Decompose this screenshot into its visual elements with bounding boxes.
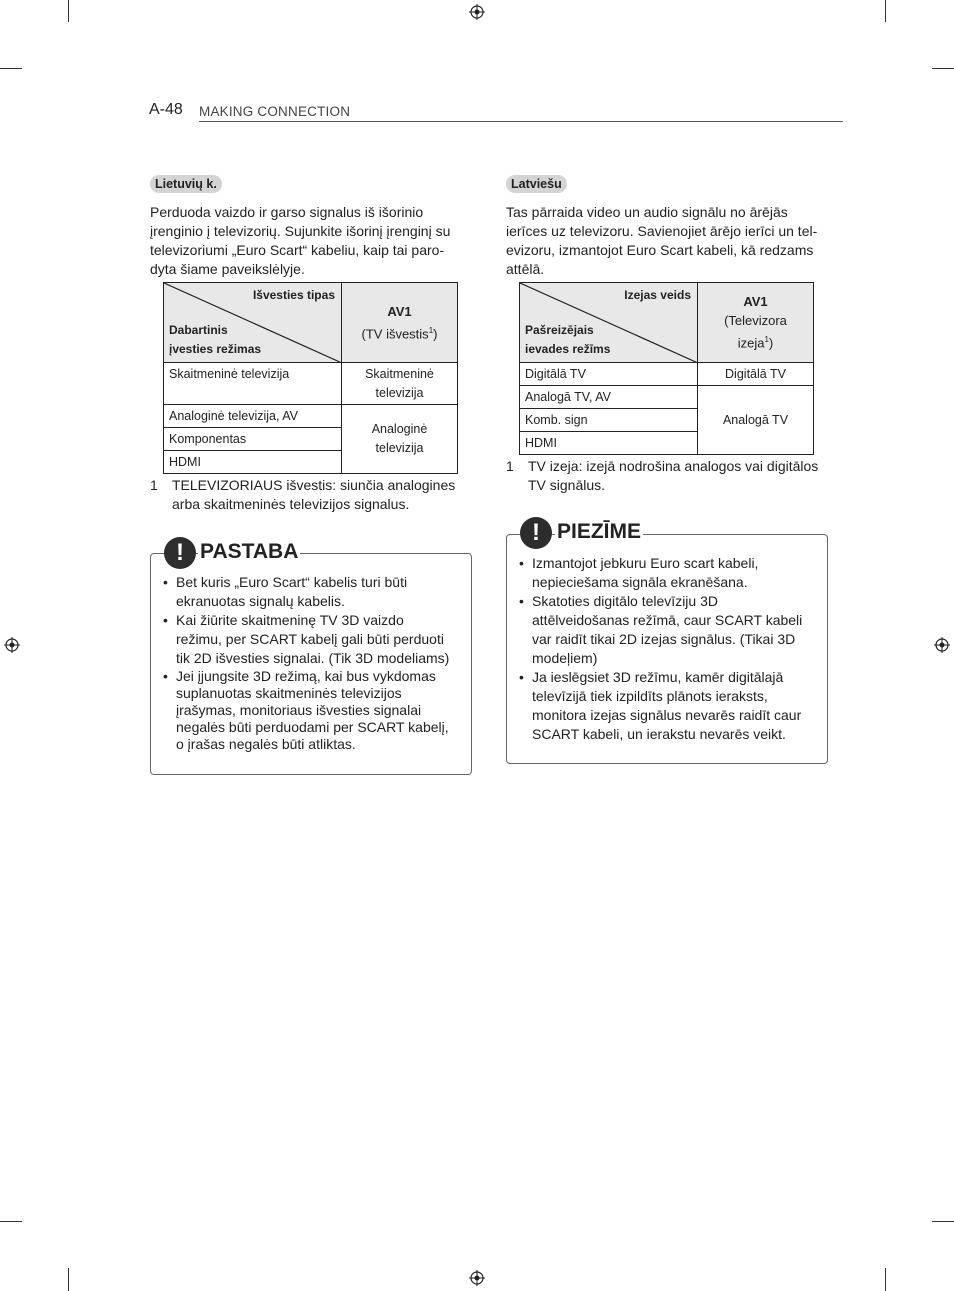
output-type-label: Izejas veids bbox=[624, 288, 691, 302]
label-line: įvesties režimas bbox=[169, 342, 262, 356]
footnote-marker: 1 bbox=[764, 335, 769, 345]
table-row-label: HDMI bbox=[520, 432, 698, 455]
header-rule bbox=[199, 121, 843, 122]
sublabel-text: (TV išvestis bbox=[361, 326, 429, 342]
diagonal-header-cell bbox=[520, 283, 698, 363]
bullet-line: suplanuotas skaitmeninės televizijos bbox=[176, 685, 402, 701]
bullet-line: ekranuotas signalų kabelis. bbox=[176, 593, 345, 609]
bullet-line: Jei įjungsite 3D režimą, kai bus vykdomas bbox=[176, 668, 436, 684]
av1-sublabel bbox=[347, 321, 452, 343]
footnote-text bbox=[172, 476, 455, 514]
bullet-line: Izmantojot jebkuru Euro scart kabeli, bbox=[532, 555, 759, 571]
note-title: PASTABA bbox=[200, 540, 299, 563]
crop-mark bbox=[0, 1221, 22, 1222]
bullet-line: nepieciešama signāla ekranēšana. bbox=[532, 574, 748, 590]
table-row-label: Skaitmeninė televizija bbox=[164, 363, 342, 405]
crop-mark bbox=[68, 0, 69, 22]
column-header-av1 bbox=[698, 283, 814, 363]
bullet-line: attēlveidošanas režīmā, caur SCART kabeli bbox=[532, 612, 803, 628]
bullet-line: įrašymas, monitoriaus išvesties signalai bbox=[176, 702, 422, 718]
cell-line: televizija bbox=[375, 441, 424, 455]
intro-line: dyta šiame paveikslėlyje. bbox=[150, 261, 305, 277]
footnote bbox=[150, 476, 470, 516]
bullet-line: modeļiem) bbox=[532, 650, 598, 666]
bullet: • bbox=[163, 612, 168, 628]
crop-mark bbox=[885, 0, 886, 22]
intro-paragraph bbox=[150, 203, 450, 279]
section-title: MAKING CONNECTION bbox=[199, 104, 351, 119]
exclamation-icon: ! bbox=[520, 517, 552, 549]
page-number: A-48 bbox=[149, 101, 183, 118]
intro-line: įrenginio į televizorių. Sujunkite išorinį įrenginį su bbox=[150, 223, 451, 239]
sublabel-close: ) bbox=[433, 326, 438, 342]
diagonal-header-cell bbox=[164, 283, 342, 363]
connection-table bbox=[163, 282, 458, 474]
registration-mark-icon bbox=[934, 637, 950, 653]
sublabel-text: izeja bbox=[737, 335, 765, 351]
note-title: PIEZĪME bbox=[557, 520, 642, 543]
intro-line: televizoriumi „Euro Scart“ kabeliu, kaip tai paro- bbox=[150, 242, 445, 258]
av1-sublabel bbox=[703, 330, 808, 352]
table-row-label: Komb. sign bbox=[520, 409, 698, 432]
table-row-label: Analogā TV, AV bbox=[520, 386, 698, 409]
output-cell bbox=[342, 363, 458, 405]
input-mode-label bbox=[525, 321, 610, 359]
label-line: Pašreizējais bbox=[525, 323, 594, 337]
language-label-lithuanian: Lietuvių k. bbox=[150, 175, 222, 193]
bullet-line: Skatoties digitālo televīziju 3D bbox=[532, 593, 718, 609]
bullet-line: var raidīt tikai 2D izejas signālus. (Tikai 3D bbox=[532, 631, 796, 647]
bullet-line: monitora izejas signālus nevarēs raidīt caur bbox=[532, 707, 802, 723]
intro-line: Tas pārraida video un audio signālu no ārējās bbox=[506, 204, 788, 220]
footnote bbox=[506, 457, 831, 497]
bullet: • bbox=[519, 669, 524, 685]
connection-table bbox=[519, 282, 814, 455]
intro-line: evizoru, izmantojot Euro Scart kabeli, kā redzams bbox=[506, 242, 814, 258]
table-row-label: Analoginė televizija, AV bbox=[164, 405, 342, 428]
footnote-marker: 1 bbox=[428, 325, 434, 335]
sublabel-close: ) bbox=[768, 335, 774, 351]
bullet-line: televīzijā tiek izpildīts plānots ieraksts, bbox=[532, 688, 768, 704]
crop-mark bbox=[932, 68, 954, 69]
bullet: • bbox=[519, 555, 524, 571]
crop-mark bbox=[885, 1268, 886, 1291]
bullet-line: režimu, per SCART kabelį gali būti perduoti bbox=[176, 631, 444, 647]
language-label-latvian: Latviešu bbox=[506, 175, 567, 193]
exclamation-icon: ! bbox=[164, 537, 196, 569]
crop-mark bbox=[0, 68, 22, 69]
output-cell: Analogā TV bbox=[698, 386, 814, 455]
output-cell bbox=[342, 405, 458, 474]
footnote-line: TV signālus. bbox=[528, 477, 606, 493]
crop-mark bbox=[932, 1221, 954, 1222]
intro-line: attēlā. bbox=[506, 261, 545, 277]
registration-mark-icon bbox=[469, 1270, 485, 1286]
cell-line: televizija bbox=[375, 385, 424, 400]
intro-paragraph bbox=[506, 203, 817, 279]
footnote-number: 1 bbox=[506, 458, 514, 474]
footnote-line: arba skaitmeninės televizijos signalus. bbox=[172, 496, 410, 512]
label-line: ievades režīms bbox=[525, 342, 611, 356]
bullet: • bbox=[163, 668, 168, 684]
table-row-label: HDMI bbox=[164, 451, 342, 474]
cell-line: Analoginė bbox=[371, 422, 428, 436]
footnote-text bbox=[528, 457, 818, 495]
bullet-line: Kai žiūrite skaitmeninę TV 3D vaizdo bbox=[176, 612, 404, 628]
registration-mark-icon bbox=[4, 637, 20, 653]
bullet: • bbox=[163, 574, 168, 590]
input-mode-label bbox=[169, 321, 261, 359]
bullet: • bbox=[519, 593, 524, 609]
footnote-line: TELEVIZORIAUS išvestis: siunčia analogines bbox=[172, 477, 456, 493]
bullet-line: negalės būti perduodami per SCART kabelį, bbox=[176, 719, 449, 735]
av1-label: AV1 bbox=[387, 303, 412, 319]
cell-line: Skaitmeninė bbox=[365, 366, 434, 381]
av1-label: AV1 bbox=[743, 294, 768, 310]
label-line: Dabartinis bbox=[169, 323, 228, 337]
footnote-number: 1 bbox=[150, 477, 158, 493]
footnote-line: TV izeja: izejā nodrošina analogos vai digitālos bbox=[528, 458, 819, 474]
table-row-label: Komponentas bbox=[164, 428, 342, 451]
bullet-line: tik 2D išvesties signalai. (Tik 3D modeliams) bbox=[176, 650, 450, 666]
bullet-line: o įrašas negalės būti atliktas. bbox=[176, 736, 356, 752]
intro-line: Perduoda vaizdo ir garso signalus iš išorinio bbox=[150, 204, 424, 220]
output-type-label: Išvesties tipas bbox=[252, 288, 335, 302]
table-row-label: Digitālā TV bbox=[520, 363, 698, 386]
intro-line: ierīces uz televizoru. Savienojiet ārējo ierīci un tel- bbox=[506, 223, 818, 239]
bullet-line: Ja ieslēgsiet 3D režīmu, kamēr digitālajā bbox=[532, 669, 784, 685]
av1-sublabel: (Televizora bbox=[724, 313, 787, 329]
output-cell: Digitālā TV bbox=[698, 363, 814, 386]
column-header-av1 bbox=[342, 283, 458, 363]
crop-mark bbox=[68, 1268, 69, 1291]
bullet-line: SCART kabeli, un ierakstu nevarēs veikt. bbox=[532, 726, 786, 742]
bullet-line: Bet kuris „Euro Scart“ kabelis turi būti bbox=[176, 574, 408, 590]
registration-mark-icon bbox=[469, 4, 485, 20]
